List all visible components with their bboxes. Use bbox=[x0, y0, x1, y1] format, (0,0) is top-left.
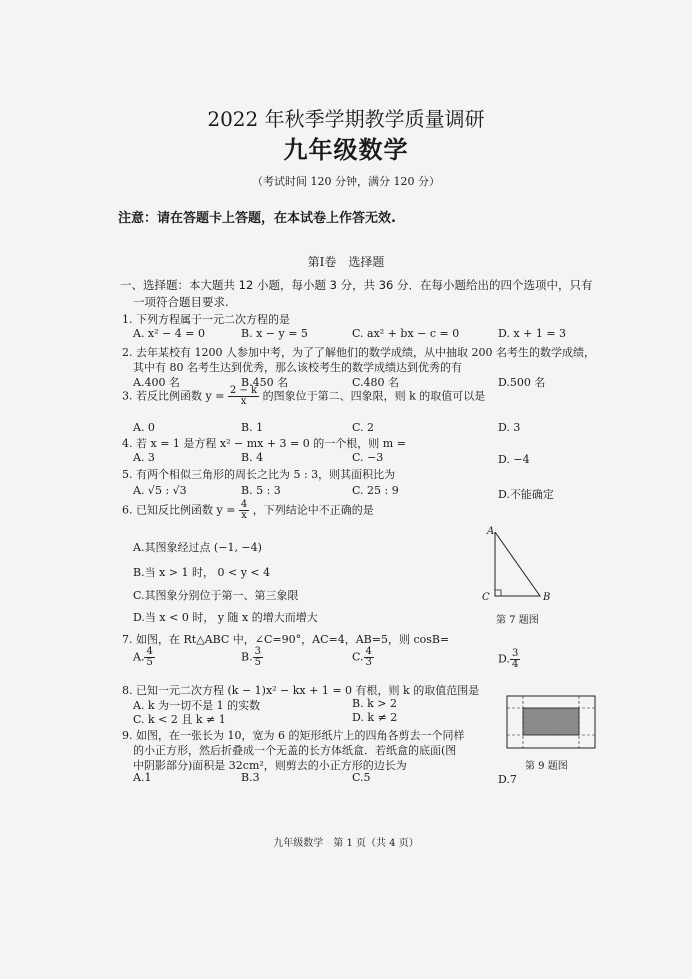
q5-option-a: A. √5 : √3 bbox=[133, 484, 187, 497]
q7-option-d bbox=[498, 649, 520, 670]
q7-d-den: 4 bbox=[511, 659, 519, 670]
q7-option-b bbox=[241, 647, 263, 668]
q9-option-d: D.7 bbox=[498, 773, 517, 786]
q8-stem: 8. 已知一元二次方程 (k − 1)x² − kx + 1 = 0 有根，则 k 的取值范围是 bbox=[122, 684, 480, 697]
q7-b-fraction bbox=[253, 647, 263, 668]
q3-numerator: 2 − k bbox=[229, 385, 258, 396]
page-footer: 九年级数学 第 1 页（共 4 页） bbox=[273, 838, 419, 849]
q7-d-num: 3 bbox=[511, 648, 519, 659]
q3-option-c: C. 2 bbox=[352, 421, 375, 434]
exam-subject: 九年级数学 bbox=[283, 136, 409, 164]
q1-option-b: B. x − y = 5 bbox=[241, 327, 308, 340]
q6-option-c: C.其图象分别位于第一、第三象限 bbox=[133, 589, 299, 602]
q2-option-c: C.480 名 bbox=[352, 376, 400, 389]
q7-c-letter: C. bbox=[352, 650, 364, 664]
exam-title: 2022 年秋季学期教学质量调研 bbox=[207, 107, 485, 131]
right-angle-mark bbox=[495, 590, 501, 596]
q7-b-den: 5 bbox=[254, 657, 261, 668]
q6-stem-post: ，下列结论中不正确的是 bbox=[252, 503, 374, 517]
exam-info: （考试时间 120 分钟，满分 120 分） bbox=[252, 175, 440, 188]
q7-a-den: 5 bbox=[146, 657, 153, 668]
section-title: 第Ⅰ卷 选择题 bbox=[307, 255, 385, 269]
q2-option-b: B.450 名 bbox=[241, 376, 289, 389]
triangle-abc bbox=[495, 532, 540, 596]
q9-stem-line2: 的小正方形，然后折叠成一个无盖的长方体纸盒．若纸盒的底面(图 bbox=[133, 744, 457, 757]
q7-b-letter: B. bbox=[241, 650, 253, 664]
q7-b-num: 3 bbox=[254, 646, 261, 657]
q6-denominator: x bbox=[241, 510, 247, 521]
q9-option-c: C.5 bbox=[352, 771, 371, 784]
q9-option-b: B.3 bbox=[241, 771, 260, 784]
fig7-label-a: A bbox=[487, 526, 495, 537]
q6-fraction bbox=[239, 500, 249, 521]
q7-option-a bbox=[133, 647, 155, 668]
q4-option-d: D. −4 bbox=[498, 453, 530, 466]
q7-a-num: 4 bbox=[146, 646, 153, 657]
q4-option-a: A. 3 bbox=[133, 451, 155, 464]
figure-9-box bbox=[506, 695, 596, 755]
q3-option-d: D. 3 bbox=[498, 421, 521, 434]
q8-option-a: A. k 为一切不是 1 的实数 bbox=[133, 699, 261, 712]
q6-option-d: D.当 x < 0 时， y 随 x 的增大而增大 bbox=[133, 611, 318, 624]
q9-stem-line1: 9. 如图，在一张长为 10，宽为 6 的矩形纸片上的四角各剪去一个同样 bbox=[122, 729, 465, 742]
fig9-caption: 第 9 题图 bbox=[525, 761, 568, 772]
q7-d-letter: D. bbox=[498, 652, 510, 666]
instruction-line2: 一项符合题目要求. bbox=[133, 295, 229, 309]
q2-stem-line1: 2. 去年某校有 1200 人参加中考，为了了解他们的数学成绩，从中抽取 200 名考生的数学成绩， bbox=[122, 346, 595, 359]
q8-option-c: C. k < 2 且 k ≠ 1 bbox=[133, 713, 226, 726]
fig7-caption: 第 7 题图 bbox=[496, 615, 539, 626]
q6-stem bbox=[122, 500, 374, 521]
q7-a-fraction bbox=[144, 647, 154, 668]
q6-numerator: 4 bbox=[240, 499, 248, 510]
q8-option-b: B. k > 2 bbox=[352, 697, 397, 710]
q8-option-d: D. k ≠ 2 bbox=[352, 711, 398, 724]
q4-option-b: B. 4 bbox=[241, 451, 264, 464]
q5-option-c: C. 25 : 9 bbox=[352, 484, 399, 497]
q3-stem bbox=[122, 386, 485, 407]
q5-option-d: D.不能确定 bbox=[498, 488, 554, 501]
q7-a-letter: A. bbox=[133, 650, 145, 664]
q5-option-b: B. 5 : 3 bbox=[241, 484, 281, 497]
q2-option-a: A.400 名 bbox=[133, 376, 180, 389]
q3-fraction bbox=[228, 386, 259, 407]
q3-option-b: B. 1 bbox=[241, 421, 264, 434]
q7-c-fraction bbox=[364, 647, 374, 668]
q7-d-fraction bbox=[510, 649, 520, 670]
q7-stem: 7. 如图，在 Rt△ABC 中，∠C=90°，AC=4，AB=5，则 cosB= bbox=[122, 633, 450, 646]
q1-option-a: A. x² − 4 = 0 bbox=[133, 327, 205, 340]
q5-stem: 5. 有两个相似三角形的周长之比为 5 : 3，则其面积比为 bbox=[122, 468, 396, 481]
q7-option-c bbox=[352, 647, 374, 668]
q6-option-a: A.其图象经过点 (−1, −4) bbox=[133, 541, 262, 554]
box-base-shaded bbox=[523, 708, 579, 735]
q4-stem: 4. 若 x = 1 是方程 x² − mx + 3 = 0 的一个根，则 m = bbox=[122, 437, 406, 450]
q3-stem-post: 的图象位于第二、四象限，则 k 的取值可以是 bbox=[262, 389, 486, 403]
q9-option-a: A.1 bbox=[133, 771, 152, 784]
notice: 注意：请在答题卡上答题，在本试卷上作答无效. bbox=[118, 211, 396, 226]
q2-stem-line2: 其中有 80 名考生达到优秀，那么该校考生的数学成绩达到优秀的有 bbox=[133, 361, 462, 374]
q1-stem: 1. 下列方程属于一元二次方程的是 bbox=[122, 313, 290, 326]
fig7-label-c: C bbox=[482, 592, 490, 603]
instruction-line1: 一、选择题：本大题共 12 小题，每小题 3 分，共 36 分．在每小题给出的四个选项中，只有 bbox=[120, 278, 593, 292]
q1-option-c: C. ax² + bx − c = 0 bbox=[352, 327, 460, 340]
q2-option-d: D.500 名 bbox=[498, 376, 546, 389]
q7-c-num: 4 bbox=[365, 646, 372, 657]
q9-stem-line3: 中阴影部分)面积是 32cm²，则剪去的小正方形的边长为 bbox=[133, 759, 407, 772]
q7-c-den: 3 bbox=[365, 657, 372, 668]
q3-denominator: x bbox=[240, 396, 247, 407]
q6-stem-pre: 6. 已知反比例函数 y = bbox=[122, 503, 236, 517]
q3-option-a: A. 0 bbox=[133, 421, 155, 434]
q3-stem-pre: 3. 若反比例函数 y = bbox=[122, 389, 225, 403]
q4-option-c: C. −3 bbox=[352, 451, 384, 464]
q1-option-d: D. x + 1 = 3 bbox=[498, 327, 567, 340]
fig7-label-b: B bbox=[543, 592, 551, 603]
q6-option-b: B.当 x > 1 时， 0 < y < 4 bbox=[133, 566, 271, 579]
